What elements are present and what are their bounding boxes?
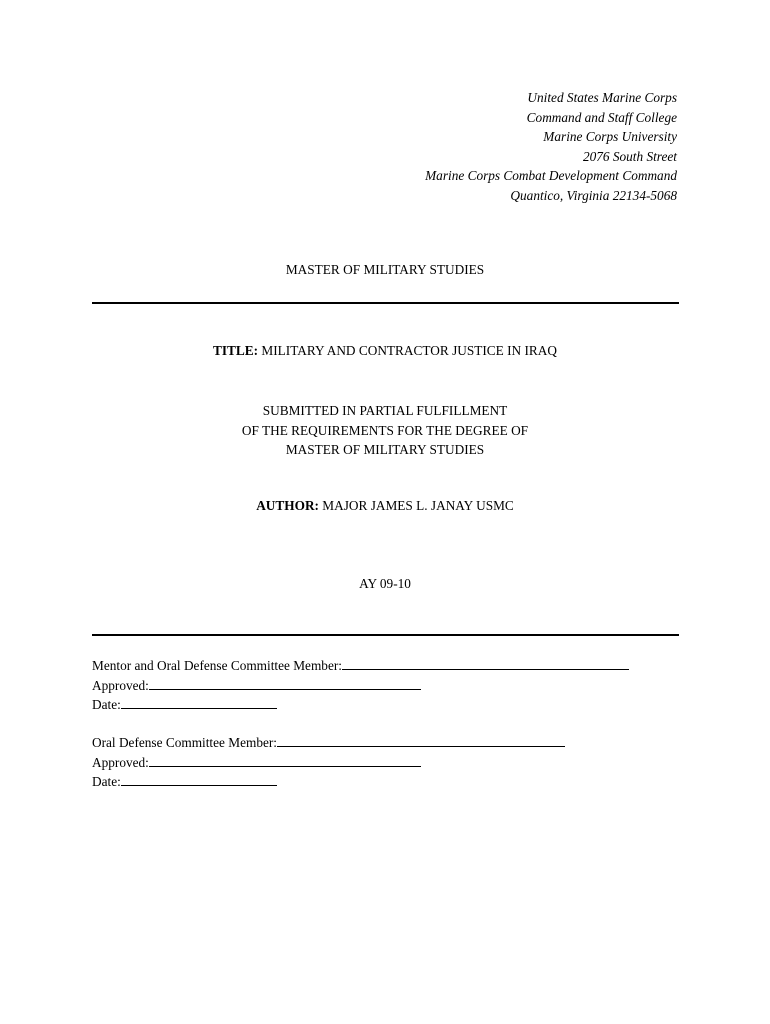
academic-year: AY 09-10 [359, 576, 411, 591]
submission-line: MASTER OF MILITARY STUDIES [285, 442, 485, 458]
submission-line: SUBMITTED IN PARTIAL FULFILLMENT [262, 403, 508, 418]
oral-defense-member-signature-line[interactable] [277, 733, 565, 747]
author-label: AUTHOR: [256, 498, 319, 513]
approved-label: Approved: [92, 754, 149, 770]
address-line: United States Marine Corps [527, 90, 677, 105]
author-value: MAJOR JAMES L. JANAY USMC [318, 498, 514, 513]
program-heading: MASTER OF MILITARY STUDIES [285, 262, 485, 277]
author-line [92, 498, 678, 514]
title-value: MILITARY AND CONTRACTOR JUSTICE IN IRAQ [258, 343, 557, 358]
approved-label: Approved: [92, 677, 149, 693]
approved-signature-line[interactable] [149, 753, 421, 767]
address-line: Command and Staff College [526, 109, 677, 125]
date-label: Date: [92, 697, 121, 713]
bottom-divider [92, 634, 679, 636]
date-label: Date: [92, 774, 121, 790]
address-line: Marine Corps Combat Development Command [425, 168, 677, 184]
date-line[interactable] [121, 695, 277, 709]
title-label: TITLE: [213, 343, 259, 358]
address-line: Marine Corps University [543, 129, 677, 145]
signature-block-2 [92, 733, 565, 792]
address-line: 2076 South Street [582, 148, 677, 164]
address-block [425, 88, 677, 206]
submission-statement [92, 401, 678, 460]
mentor-member-signature-line[interactable] [342, 656, 629, 670]
address-line: Quantico, Virginia 22134-5068 [510, 187, 677, 203]
mentor-member-label: Mentor and Oral Defense Committee Member: [92, 658, 342, 673]
date-line[interactable] [121, 772, 277, 786]
signature-block-1 [92, 656, 629, 715]
top-divider [92, 302, 679, 304]
title-line [92, 343, 678, 359]
approved-signature-line[interactable] [149, 676, 421, 690]
oral-defense-member-label: Oral Defense Committee Member: [92, 735, 277, 750]
submission-line: OF THE REQUIREMENTS FOR THE DEGREE OF [241, 422, 529, 438]
